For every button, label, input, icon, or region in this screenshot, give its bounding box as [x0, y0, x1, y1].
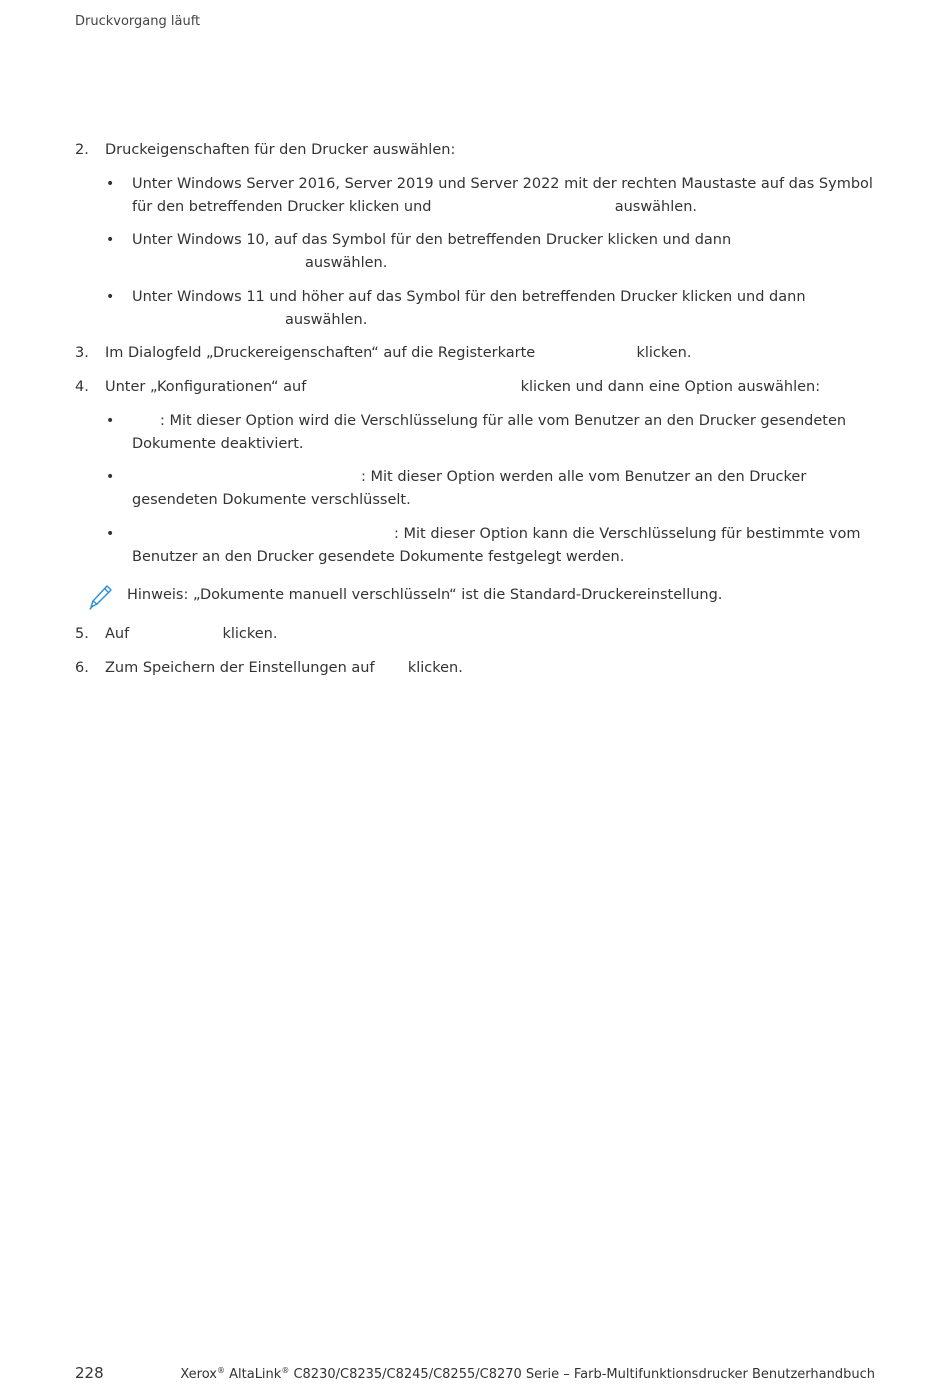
- note-text: Hinweis: „Dokumente manuell verschlüsseln“ ist die Standard-Druckereinstellung.: [127, 587, 723, 603]
- step-number: 3.: [75, 345, 89, 361]
- registered-mark: ®: [216, 1366, 225, 1375]
- footer-title-text: C8230/C8235/C8245/C8255/C8270 Serie – Farb-Multifunktionsdrucker Benutzerhandbuch: [289, 1367, 875, 1382]
- list-item-text: auswählen.: [614, 199, 698, 215]
- list-item-text: auswählen.: [285, 312, 368, 328]
- note: [88, 583, 868, 611]
- step-text: klicken.: [636, 345, 692, 361]
- list-item: [106, 523, 872, 569]
- page-number: 228: [75, 1364, 104, 1382]
- list-item-text: Unter Windows Server 2016, Server 2019 und Server 2022 mit der rechten Maustaste auf das Symbol: [132, 176, 873, 192]
- list-item-text: : Mit dieser Option kann die Verschlüsselung für bestimmte vom: [394, 526, 861, 542]
- list-item: [106, 173, 873, 219]
- list-item-text: auswählen.: [305, 255, 388, 271]
- list-item-text: Unter Windows 10, auf das Symbol für den betreffenden Drucker klicken und dann: [132, 232, 732, 248]
- list-item: [106, 229, 872, 275]
- step-text: klicken.: [407, 660, 463, 676]
- footer-title: [180, 1366, 875, 1382]
- list-item-text: Dokumente deaktiviert.: [132, 436, 304, 452]
- step-number: 5.: [75, 626, 89, 642]
- list-item-text: gesendeten Dokumente verschlüsselt.: [132, 492, 411, 508]
- step-text: Im Dialogfeld „Druckereigenschaften“ auf die Registerkarte: [105, 345, 536, 361]
- step-number: 6.: [75, 660, 89, 676]
- step-number: 4.: [75, 379, 89, 395]
- step-text: klicken.: [222, 626, 278, 642]
- step-number: 2.: [75, 142, 89, 158]
- list-item-text: für den betreffenden Drucker klicken und: [132, 199, 432, 215]
- step-text: klicken und dann eine Option auswählen:: [520, 379, 821, 395]
- list-item-text: : Mit dieser Option wird die Verschlüsselung für alle vom Benutzer an den Drucker gesendeten: [160, 413, 847, 429]
- footer-brand: Xerox: [180, 1367, 217, 1382]
- bullet-icon: •: [106, 232, 115, 248]
- list-item: [106, 410, 872, 456]
- bullet-icon: •: [106, 469, 115, 485]
- running-header: Druckvorgang läuft: [75, 14, 201, 29]
- step-text: Unter „Konfigurationen“ auf: [105, 379, 307, 395]
- list-item-text: : Mit dieser Option werden alle vom Benutzer an den Drucker: [361, 469, 807, 485]
- bullet-icon: •: [106, 289, 115, 305]
- list-item-text: Unter Windows 11 und höher auf das Symbol für den betreffenden Drucker klicken und dann: [132, 289, 806, 305]
- list-item-text: Benutzer an den Drucker gesendete Dokumente festgelegt werden.: [132, 549, 625, 565]
- step-text: Zum Speichern der Einstellungen auf: [105, 660, 375, 676]
- bullet-icon: •: [106, 526, 115, 542]
- step-text: Druckeigenschaften für den Drucker auswählen:: [105, 142, 456, 158]
- list-item: [106, 466, 872, 512]
- bullet-icon: •: [106, 413, 115, 429]
- step-text: Auf: [105, 626, 130, 642]
- bullet-icon: •: [106, 176, 115, 192]
- registered-mark: ®: [281, 1366, 290, 1375]
- footer-product: AltaLink: [229, 1367, 282, 1382]
- list-item: [106, 286, 872, 332]
- pencil-icon: [88, 583, 114, 611]
